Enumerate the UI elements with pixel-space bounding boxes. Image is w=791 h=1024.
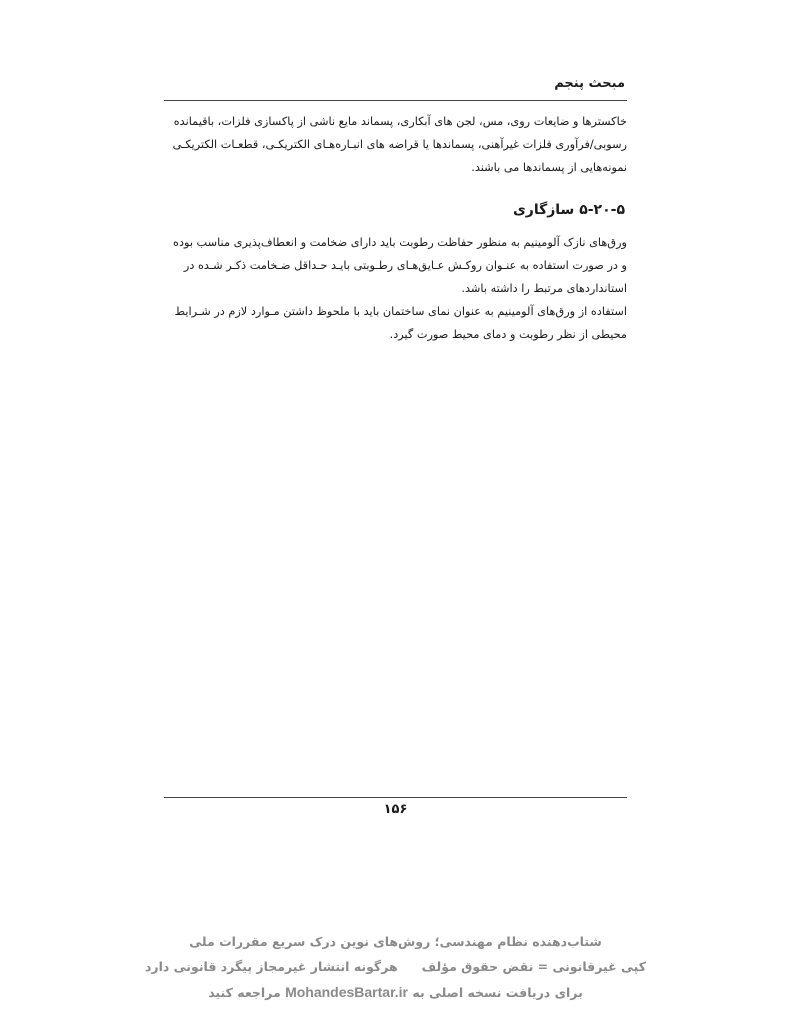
paragraph-line: و در صورت استفاده به عنـوان روکـش عـایق‌هـای رطـوبتی بایـد حـداقل ضـخامت ذکـر شـده در <box>183 259 627 272</box>
section-paragraph <box>164 231 627 346</box>
header-divider <box>164 100 627 101</box>
paragraph-line: خاکسترها و ضایعات روی، مس، لجن های آبکاری، پسماند مایع ناشی از پاکسازی فلزات، باقیمانده <box>173 115 627 128</box>
section-heading: ۵-۲۰-۵ سازگاری <box>512 202 625 218</box>
paragraph-line: استفاده از ورق‌های آلومینیم به عنوان نمای ساختمان باید با ملحوظ داشتن مـوارد لازم در شـرایط <box>174 305 627 318</box>
watermark-legal-text: هرگونه انتشار غیرمجاز پیگرد قانونی دارد <box>145 959 398 974</box>
watermark-line: شتاب‌دهنده نظام مهندسی؛ روش‌های نوین درک سریع مقررات ملی <box>189 934 602 949</box>
watermark-copyright-text: کپی غیرقانونی = نقض حقوق مؤلف <box>421 959 646 974</box>
paragraph-line: ورق‌های نازک آلومینیم به منظور حفاظت رطوبت باید دارای ضخامت و انعطاف‌پذیری مناسب بوده <box>173 236 627 249</box>
intro-paragraph <box>164 110 627 179</box>
watermark-line <box>0 984 791 1000</box>
watermark-text: برای دریافت نسخه اصلی به <box>412 985 583 1000</box>
watermark-line <box>0 959 791 974</box>
watermark-text: مراجعه کنید <box>208 985 281 1000</box>
page-number: ۱۵۶ <box>383 802 408 817</box>
chapter-title: مبحث پنجم <box>554 76 625 91</box>
paragraph-line: نمونه‌هایی از پسماندها می باشند. <box>471 161 627 174</box>
paragraph-line: محیطی از نظر رطوبت و دمای محیط صورت گیرد. <box>389 328 627 341</box>
paragraph-line: استانداردهای مرتبط را داشته باشد. <box>461 282 627 295</box>
footer-divider <box>164 797 627 798</box>
watermark-website: MohandesBartar.ir <box>285 984 408 1000</box>
paragraph-line: رسوبی/فرآوری فلزات غیرآهنی، پسماندها یا قراضه های انبـاره‌هـای الکتریکـی، قطعـات الکتریکـی <box>172 138 627 151</box>
